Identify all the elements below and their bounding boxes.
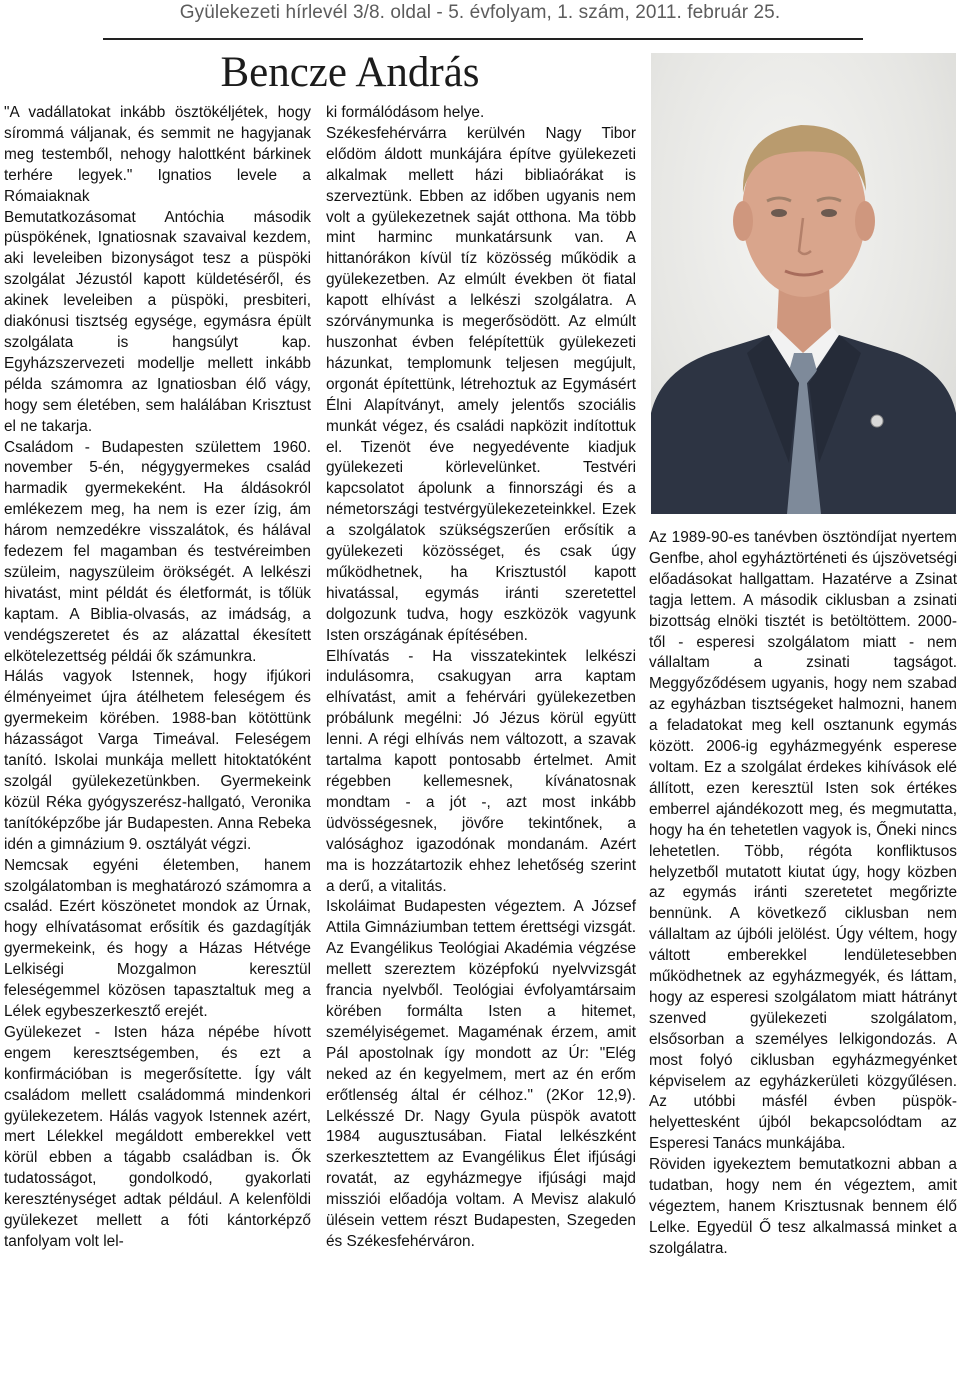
column-2-paragraph: ki formálódásom helye. [326, 104, 485, 121]
column-1-paragraph: Gyülekezet - Isten háza népébe hívott engem keresztségemben, és ezt a konfirmációban is megerősítette. Így vált családom mellett családommá mindenkori gyülekezetem. Hálás vagyok Istennek azért, mert Lélekkel megáldott emberekkel vett körül ebben a tágabb családban is. Ők tudatosságot, gondolkodó, gyakorlati kereszténységet adtak például. A kelenföldi gyülekezet mellett a fóti kántorképző tanfolyam volt lel- [4, 1023, 311, 1250]
column-2-paragraph: Iskoláimat Budapesten végeztem. A József Attila Gimnáziumban tettem érettségi vizsgát. Az Evangélikus Teológiai Akadémia végzése mellett szereztem középfokú nyelvvizsgát francia nyelvből. Teológiai évfolyamtársaim körében formálta Isten a hitemet, személyiségemet. Magaménak érzem, amit Pál apostolnak így mondott az Úr: "Elég neked az én kegyelmem, mert az én erőm erőtlenség által ér célhoz." (2Kor 12,9). Lelkésszé Dr. Nagy Gyula püspök avatott 1984 augusztusában. Fiatal lelkészként szerkesztettem az Evangélikus Élet ifjúsági rovatát, az egyházmegye ifjúsági majd missziói előadója voltam. A Mevisz alakuló ülésein vettem részt Budapesten, Szegeden és Székesfehérváron. [326, 898, 636, 1250]
column-3-paragraph: Röviden igyekeztem bemutatkozni abban a tudatban, hogy nem én végeztem, amit végeztem, hanem Krisztusnak bennem élő Lelke. Egyedül Ő tesz alkalmassá minket a szolgálatra. [649, 1156, 957, 1257]
column-1-paragraph: Nemcsak egyéni életemben, hanem szolgálatomban is meghatározó számomra a család. Ezért köszönetet mondok az Úrnak, hogy elhívatásomat erősítik és gazdagítják gyermekeink, és hogy a Házas Hétvége Lelkiségi Mozgalmon keresztül feleségemmel közösen tapasztaltuk meg a Lélek egybeszerkesztő erejét. [4, 856, 311, 1020]
column-2-paragraph: Elhívatás - Ha visszatekintek lelkészi indulásomra, csakugyan arra kaptam elhívatást, amit a fehérvári gyülekezetben próbálunk megélni: Jó Jézus körül együtt lenni. A régi elhívás nem változott, a szavak tartalma kapott pontosabb értelmet. Amit régebben kellemesnek, kívánatosnak mondtam - a jót -, azt most inkább üdvösségesnek, jövőre tekintőnek, a valósághoz igazodónak mondanám. Azért ma is hozzátartozik ehhez lehetőség szerint a derű, a vitalitás. [326, 647, 636, 895]
column-1-paragraph: "A vadállatokat inkább ösztökéljétek, hogy sírommá váljanak, és semmit ne hagyjanak meg testemből, nehogy halottként bárkinek terhére legyek." Ignatios levele a Rómaiaknak [4, 104, 311, 205]
text-column-2 [326, 103, 636, 1253]
article-title: Bencze András [220, 49, 480, 96]
column-1-paragraph: Bemutatkozásomat Antóchia második püspökének, Ignatiosnak szavaival kezdem, aki leveleiben bizonyságot tesz a püspöki szolgálat Jézustól kapott küldetéséről, és akinek leveleiben a püspöki, presbiteri, diakónusi tisztség egysége, egymásra épült szolgálata is hangsúlyt kap. Egyházszervezeti modellje mellett inkább példa számomra az Ignatiosban élő vágy, hogy sem életében, sem halálában Krisztust el ne takarja. [4, 208, 311, 435]
newsletter-header: Gyülekezeti hírlevél 3/8. oldal - 5. évfolyam, 1. szám, 2011. február 25. [179, 2, 781, 23]
column-3-paragraph: Az 1989-90-es tanévben ösztöndíjat nyertem Genfbe, ahol egyháztörténeti és újszövetségi előadásokat hallgattam. Hazatérve a Zsinat tagja lettem. A második ciklusban a zsinati bizottság elnöki tisztét is betöltöttem. 2000-től - esperesi szolgálatom miatt - nem vállaltam a zsinati tagságot. Meggyőződésem ugyanis, hogy nem szabad az egyházban tisztségeket halmozni, hanem a feladatokat meg kell osztanunk egymás között. 2006-ig egyházmegyénk esperese voltam. Ez a szolgálat érdekes kihívások elé állított, ezen keresztül Isten sok értékes emberrel ajándékozott meg, és megmutatta, hogy ha én tehetetlen vagyok is, Őneki nincs lehetetlen. Több, régóta konfliktusos helyzetből mutatott kiutat úgy, hogy közben az egymás iránti szeretetet megőrizte bennünk. A következő ciklusban nem vállaltam az újbóli jelölést. Úgy véltem, hogy váltott emberekkel lendületesebben működhetnek az egyházmegyék, és láttam, hogy az esperesi szolgálatom miatt hátrányt szenved gyülekezeti szolgálatom, elsősorban a személyes lelkigondozás. A most folyó ciklusban egyházmegyénket képviselem az egyházkerületi közgyűlésen. Az utóbbi másfél évben püspök-helyettesként újból bekapcsolódtam az Esperesi Tanács munkájába. [649, 529, 957, 1153]
portrait-photo [651, 53, 956, 514]
column-1-paragraph: Hálás vagyok Istennek, hogy ifjúkori élményeimet újra átélhetem feleségem és gyermekeim körében. 1988-ban kötöttünk házasságot Varga Timeával. Feleségem tanító. Iskolai munkája mellett hitoktatóként szolgál gyülekezetünkben. Gyermekeink közül Réka gyógyszerész-hallgató, Veronika tanítóképzőbe jár Budapesten. Anna Rebeka idén a gimnázium 9. osztályát végzi. [4, 668, 311, 853]
text-column-3 [649, 528, 957, 1260]
header-divider [103, 38, 863, 40]
column-2-paragraph: Székesfehérvárra kerülvén Nagy Tibor elődöm áldott munkájára építve gyülekezeti alkalmak mellett házi bibliaórákat is szerveztünk. Ebben az időben ugyanis nem volt a gyülekezetnek saját otthona. Ma több mint harminc munkatársunk van. A hittanórákon kívül tíz közösség működik a gyülekezetben. Az elmúlt években öt fiatal kapott elhívást a lelkészi szolgálatra. A szórványmunka is megerősödött. Az elmúlt huszonhat évben felépítettük gyülekezeti házunkat, templomunk teljesen megújult, orgonát építettünk, létrehoztuk az Egymásért Élni Alapítványt, amely jelentős szociális munkát végez, és családi napközit indítottuk el. Tizenöt éve negyedévente kiadjuk gyülekezeti körlevelünket. Testvéri kapcsolatot ápolunk a finnországi és a németországi testvérgyülekezeteinkkel. Ezek a szolgálatok szükségszerűen erősítik a gyülekezeti közösséget, és csak úgy működhetnek, ha Krisztustól kapott hivatással, egymás iránti szeretettel dolgozunk tudva, hogy eszközök vagyunk Isten országának építésében. [326, 124, 636, 644]
text-column-1 [4, 103, 311, 1253]
column-1-paragraph: Családom - Budapesten születtem 1960. november 5-én, négygyermekes család harmadik gyermekeként. Ha áldásokról emlékezem meg, ha nem is ezer ízig, ám három nemzedékre visszalátok, és hálával fedezem fel magamban és testvéreimben szüleim, nagyszüleim örökségét. A lelkészi hivatást, mint példát és életformát, is tőlük kaptam. A Biblia-olvasás, az imádság, a vendégszeretet és az alázattal ékesített elkötelezettség példái ők számunkra. [4, 438, 311, 665]
